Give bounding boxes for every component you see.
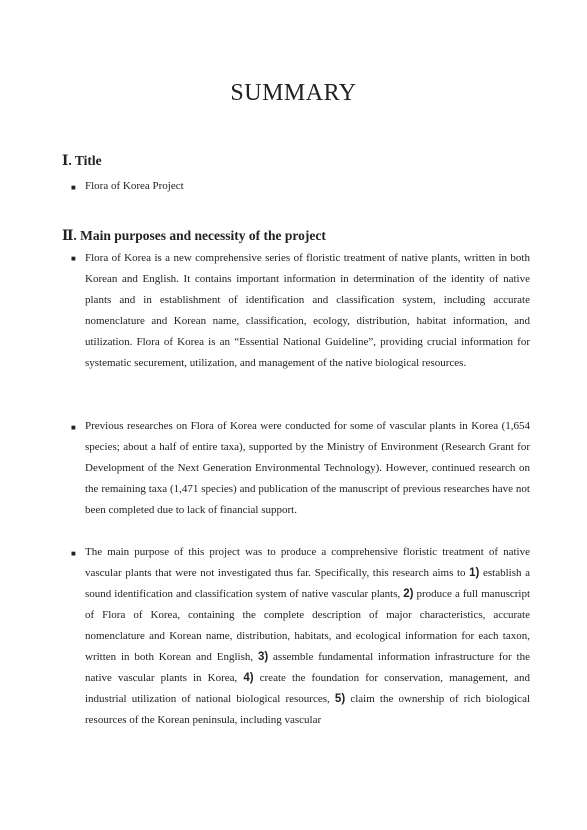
purpose-item-number: 4) xyxy=(243,672,254,684)
purpose-item-number: 1) xyxy=(469,567,480,579)
paragraph-previous-research: Previous researches on Flora of Korea were conducted for some of vascular plants in Korea (1,654 species; about a half of entire taxa), supported by the Ministry of Environment (Research Grant for Development of the Next Generation Environmental Technology). However, continued research on the remaining taxa (1,471 species) and publication of the manuscript of previous researches have not been completed due to lack of financial support. xyxy=(85,420,530,516)
paragraph-flora-overview: Flora of Korea is a new comprehensive series of floristic treatment of native plants, written in both Korean and English. It contains important information in determination of the identity of native plants and in establishment of identification and classification system, including accurate nomenclature and Korean name, classification, ecology, distribution, habitat information, and utilization. Flora of Korea is an “Essential National Guideline”, providing crucial information for systematic securement, utilization, and management of the native biological resources. xyxy=(85,252,530,369)
purpose-item-text: claim the ownership of rich biological resources of the Korean peninsula, including vascular xyxy=(85,693,531,726)
purpose-item-text: produce a full manuscript of Flora of Korea, containing the complete description of major characteristics, accurate nomenclature and Korean name, distribution, habitats, and ecological information for each taxon, written in both Korean and English, xyxy=(85,588,531,663)
page-title: SUMMARY xyxy=(230,80,357,106)
bullet-icon: ■ xyxy=(71,254,76,263)
section-heading-purposes: Ⅱ. Main purposes and necessity of the project xyxy=(62,228,326,243)
purpose-item-text: create the foundation for conservation, management, and industrial utilization of national biological resources, xyxy=(85,672,531,705)
purpose-item-number: 2) xyxy=(403,588,414,600)
paragraph-main-purpose xyxy=(85,542,530,731)
purpose-item-number: 3) xyxy=(257,651,269,663)
bullet-icon: ■ xyxy=(71,549,76,558)
bullet-icon: ■ xyxy=(71,423,76,432)
bullet-icon: ■ xyxy=(71,183,76,192)
section-heading-title: Ⅰ. Title xyxy=(62,153,102,168)
purpose-intro: The main purpose of this project was to produce a comprehensive floristic treatment of native vascular plants that were not investigated thus far. Specifically, this research aims to xyxy=(85,546,530,579)
bullet-text-project-title: Flora of Korea Project xyxy=(85,180,184,192)
purpose-item-number: 5) xyxy=(334,693,346,705)
purpose-item-text: assemble fundamental information infrastructure for the native vascular plants in Korea, xyxy=(85,651,530,684)
purpose-item-text: establish a sound identification and classification system of native vascular plants, xyxy=(85,567,531,600)
